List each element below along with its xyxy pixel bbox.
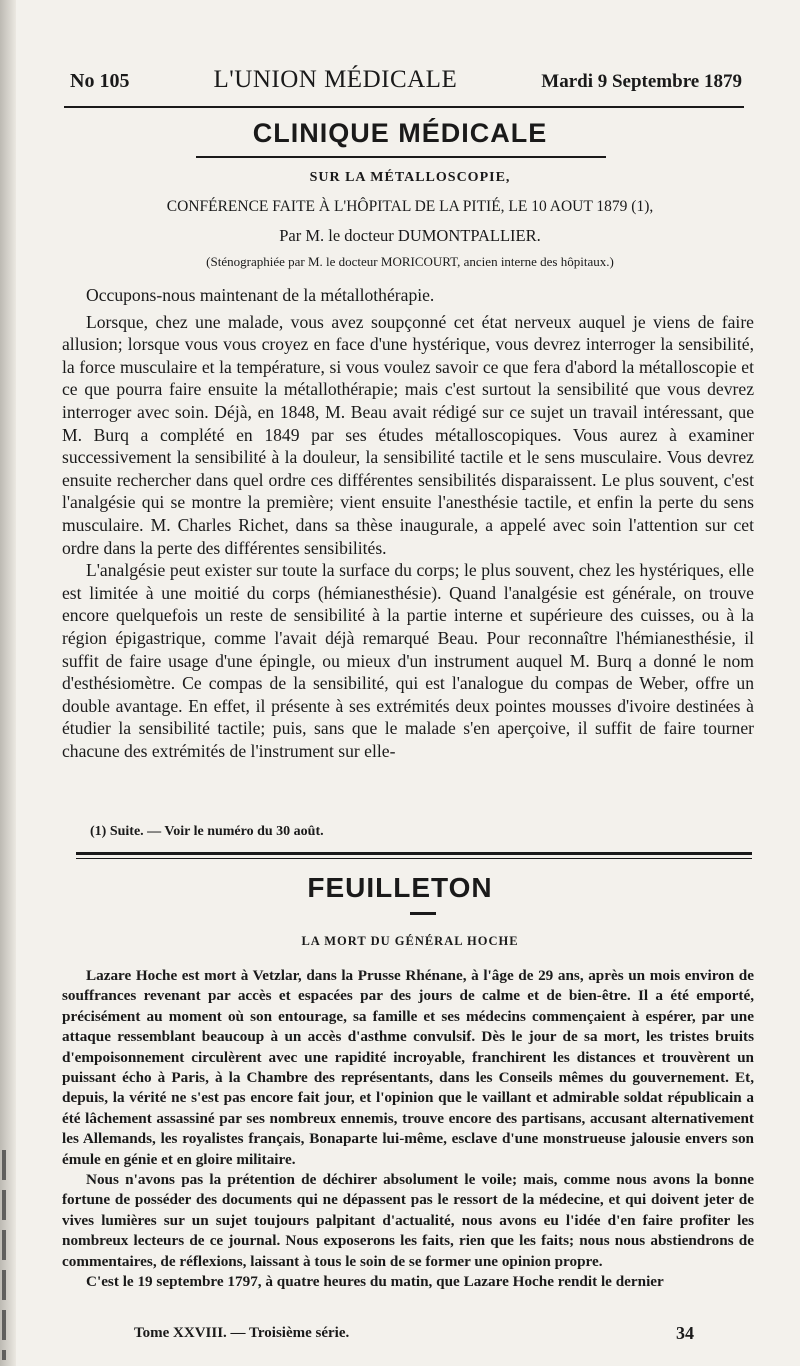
page-number: 34	[676, 1323, 694, 1343]
lecture-stenography: (Sténographiée par M. le docteur MORICOURT, ancien interne des hôpitaux.)	[206, 254, 614, 269]
clinique-paragraph: L'analgésie peut exister sur toute la surface du corps; le plus souvent, chez les hystériques, elle est limitée à une moitié du corps (hémianesthésie). Quand l'analgésie est générale, on trouve encore quelquefois un reste de sensibilité à la partie interne et supérieure des cuisses, ou à la région épigastrique, comme l'avait déjà remarqué Beau. Pour reconnaître l'hémianesthésie, il suffit de faire usage d'une épingle, ou mieux d'un instrument auquel M. Burq a donné le nom d'esthésiomètre. Ce compas de la sensibilité, qui est l'analogue du compas de Weber, offre un double avantage. En effet, il présente à ses extrémités deux pointes mousses d'ivoire destinées à étudier la sensibilité tactile; puis, sans que le malade s'en aperçoive, il suffit de faire tourner chacune des extrémités de l'instrument sur elle-	[62, 560, 754, 761]
margin-marks	[2, 1150, 6, 1360]
feuilleton-paragraph: C'est le 19 septembre 1797, à quatre heures du matin, que Lazare Hoche rendit le dernier	[86, 1273, 664, 1291]
lecture-conference: CONFÉRENCE FAITE À L'HÔPITAL DE LA PITIÉ, LE 10 AOUT 1879 (1),	[166, 198, 654, 215]
feuilleton-rule-thin	[76, 858, 752, 859]
clinique-paragraph: Lorsque, chez une malade, vous avez soupçonné cet état nerveux auquel je viens de faire allusion; lorsque vous vous croyez en face d'une hystérique, vous devrez interroger la sensibilité, la force musculaire et la température, si vous voulez savoir ce que fera d'abord la métalloscopie et ce que pourra faire ensuite la métallothérapie; mais c'est surtout la sensibilité que vous devrez interroger avec soin. Déjà, en 1848, M. Beau avait rédigé sur ce sujet un travail intéressant, que M. Burq a complété en 1849 par ses études métalloscopiques. Vous aurez à examiner successivement la sensibilité à la douleur, la sensibilité tactile et le sens musculaire. Vous devrez ensuite rechercher dans quel ordre ces différentes sensibilités disparaissent. Le plus souvent, c'est l'analgésie qui se montre la première; vient ensuite l'anesthésie tactile, et enfin la perte du sens musculaire. M. Charles Richet, dans sa thèse inaugurale, a appelé avec soin l'attention sur cet ordre dans la perte des différentes sensibilités.	[62, 311, 754, 558]
feuilleton-paragraph: Lazare Hoche est mort à Vetzlar, dans la Prusse Rhénane, à l'âge de 29 ans, après un mois environ de souffrances revenant par accès et espacées par des jours de calme et de bien-être. Il a été emporté, précisément au moment où son entourage, sa famille et ses médecins commençaient à espérer, par une attaque ressemblant beaucoup à un accès d'asthme convulsif. Dès le jour de sa mort, les tristes bruits d'empoisonnement circulèrent avec une rapidité incroyable, franchirent les distances et trouvèrent un puissant écho à Paris, à la Chambre des représentants, dans les Conseils mêmes du gouvernement. Et, depuis, la vérité ne s'est pas encore fait jour, et l'opinion que le vaillant et admirable soldat républicain a été lâchement assassiné par ses nombreux ennemis, trouve encore des partisans, accusant alternativement les Allemands, les royalistes français, Bonaparte lui-même, esclave d'une monstrueuse jalousie envers son émule en génie et en gloire militaire.	[62, 967, 754, 1168]
feuilleton-body	[62, 966, 754, 1293]
clinique-title-rule	[196, 156, 606, 158]
journal-title: L'UNION MÉDICALE	[213, 66, 458, 93]
volume-info: Tome XXVIII. — Troisième série.	[134, 1325, 350, 1341]
header-rule	[64, 106, 744, 108]
footnote: (1) Suite. — Voir le numéro du 30 août.	[90, 824, 324, 839]
feuilleton-section-title: FEUILLETON	[307, 872, 493, 903]
feuilleton-rule-thick	[76, 852, 752, 855]
clinique-body	[62, 284, 754, 762]
issue-date: Mardi 9 Septembre 1879	[541, 71, 742, 92]
feuilleton-paragraph: Nous n'avons pas la prétention de déchirer absolument le voile; mais, comme nous avons la bonne fortune de posséder des documents qui ne dépassent pas le ressort de la médecine, et qui doivent jeter de vives lumières sur un sujet toujours palpitant d'actualité, nous avons eu l'idée d'en faire profiter les nombreux lecteurs de ce journal. Nous exposerons les faits, rien que les faits; nous nous abstiendrons de commentaires, de réflexions, laissant à tous le soin de se former une opinion propre.	[62, 1171, 754, 1270]
lecture-subject: SUR LA MÉTALLOSCOPIE,	[309, 170, 511, 185]
page-footer	[134, 1325, 694, 1342]
feuilleton-title-rule	[410, 912, 436, 915]
feuilleton-subtitle: LA MORT DU GÉNÉRAL HOCHE	[301, 934, 519, 948]
clinique-paragraph: Occupons-nous maintenant de la métallothérapie.	[86, 285, 435, 305]
lecture-author: Par M. le docteur DUMONTPALLIER.	[279, 226, 541, 245]
clinique-section-title: CLINIQUE MÉDICALE	[252, 118, 548, 148]
issue-number: No 105	[70, 70, 130, 92]
running-head	[70, 66, 742, 102]
